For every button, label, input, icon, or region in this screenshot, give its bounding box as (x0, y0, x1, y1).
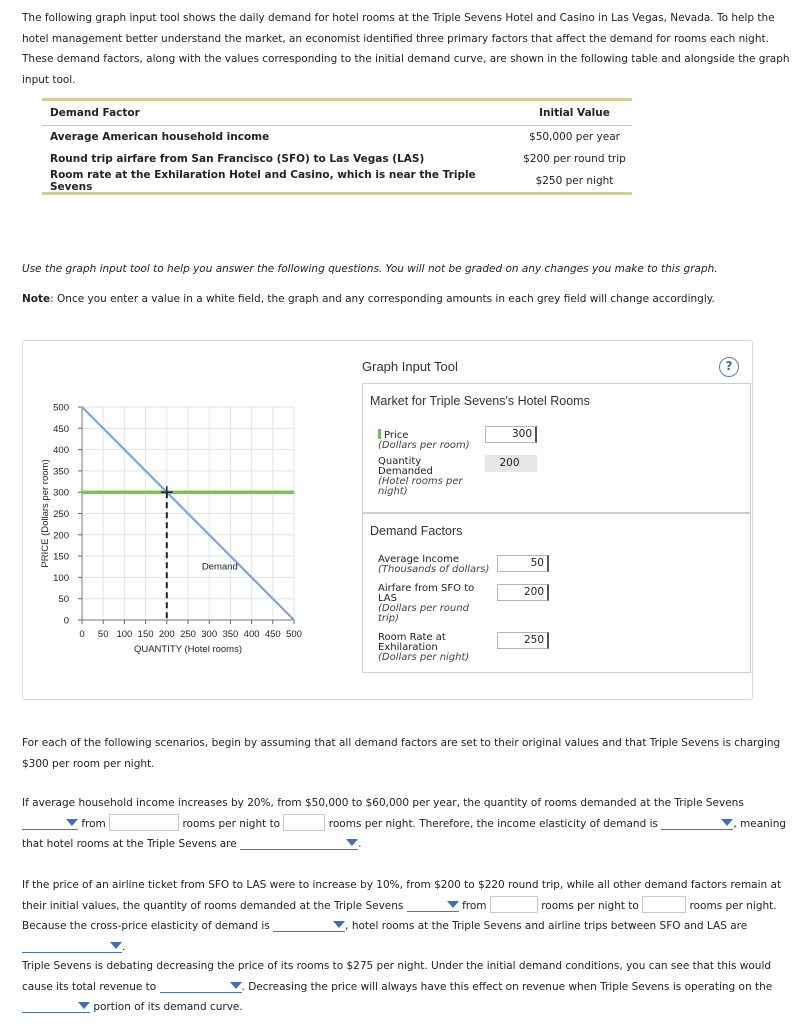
y-tick-labels (53, 403, 69, 627)
x-tick-label: 300 (201, 629, 218, 640)
y-tick-label: 450 (53, 423, 69, 435)
q2-text-4: rooms per night. Because the cross-price elasticity of demand is (22, 899, 777, 932)
income-input[interactable]: 50 (497, 555, 549, 572)
x-tick-label: 250 (180, 629, 196, 640)
y-tick-label: 500 (53, 402, 69, 414)
table-row (42, 126, 632, 148)
chevron-down-icon (346, 839, 358, 846)
question-airfare (22, 875, 798, 957)
q1-to-input[interactable] (283, 814, 325, 831)
price-label: Price (384, 430, 409, 441)
demand-factor-table (42, 98, 632, 195)
y-tick-label: 300 (53, 487, 69, 499)
q2-elasticity-dropdown[interactable] (273, 918, 345, 932)
income-unit: (Thousands of dollars) (378, 564, 490, 575)
demand-curve-label: Demand (201, 561, 238, 573)
factor-value: $50,000 per year (529, 131, 620, 143)
market-panel (362, 383, 751, 513)
q2-text-5: , hotel rooms at the Triple Sevens and airline trips between SFO and LAS are (345, 920, 748, 932)
q1-change-dropdown[interactable] (22, 816, 78, 830)
x-tick-label: 150 (137, 629, 154, 640)
y-axis-label: PRICE (Dollars per room) (40, 459, 51, 568)
x-tick-label: 50 (97, 629, 109, 640)
rate-input[interactable]: 250 (497, 632, 549, 649)
price-label-group (378, 429, 488, 451)
income-label: Average Income (378, 554, 460, 565)
q2-change-dropdown[interactable] (407, 898, 459, 912)
income-label-group (378, 555, 493, 575)
y-tick-label: 50 (58, 594, 69, 606)
chevron-down-icon (110, 942, 122, 949)
question-revenue (22, 956, 792, 1018)
scenario-intro: For each of the following scenarios, begin by assuming that all demand factors are set to their original values and that Triple Sevens is charging $300 per room per night. (22, 737, 781, 770)
instruction-text: Use the graph input tool to help you answer the following questions. You will not be graded on any changes you make to this graph. (22, 263, 718, 275)
chevron-down-icon (447, 901, 459, 908)
table-header (42, 101, 632, 126)
price-input[interactable]: 300 (485, 426, 537, 443)
rate-label: Room Rate at Exhilaration (378, 632, 446, 653)
q1-text-5: , meaning that hotel rooms at the Triple Sevens are (22, 817, 787, 850)
demand-chart (22, 340, 342, 670)
demand-factors-panel (362, 513, 751, 673)
question-income (22, 793, 792, 855)
q3-revenue-dropdown[interactable] (160, 979, 242, 993)
x-tick-label: 100 (116, 629, 133, 640)
y-tick-label: 150 (53, 551, 69, 563)
chevron-down-icon (66, 819, 78, 826)
q3-portion-dropdown[interactable] (22, 999, 90, 1013)
note-body: : Once you enter a value in a white field, the graph and any corresponding amounts in each grey field will change accordingly. (50, 293, 715, 305)
rate-unit: (Dollars per night) (378, 652, 470, 663)
factor-name: Room rate at the Exhilaration Hotel and Casino, which is near the Triple Sevens (50, 169, 476, 193)
price-unit: (Dollars per room) (378, 440, 470, 451)
note-text (22, 293, 715, 305)
intro-text: The following graph input tool shows the daily demand for hotel rooms at the Triple Sevens Hotel and Casino in Las Vegas, Nevada. To help the hotel management better understand the market, an economist identified three primary factors that affect the demand for rooms each night. These demand factors, along with the values corresponding to the initial demand curve, are shown in the following table and alongside the graph input tool. (22, 12, 790, 86)
header-factor: Demand Factor (50, 107, 140, 119)
factor-name: Average American household income (50, 131, 270, 143)
table-row (42, 170, 632, 192)
q3-text-2: . Decreasing the price will always have this effect on revenue when Triple Sevens is operating on the (241, 980, 773, 993)
x-tick-labels (79, 629, 302, 640)
chevron-down-icon (333, 921, 345, 928)
factor-value: $250 per night (535, 175, 614, 187)
q2-relation-dropdown[interactable] (22, 939, 122, 953)
help-icon[interactable]: ? (719, 357, 739, 377)
q3-text-3: portion of its demand curve. (93, 1001, 243, 1013)
y-tick-label: 100 (53, 572, 69, 584)
y-tick-label: 0 (63, 615, 69, 627)
y-tick-label: 400 (53, 445, 69, 457)
y-tick-label: 200 (53, 530, 69, 542)
quantity-unit: (Hotel rooms per night) (378, 476, 463, 497)
header-value: Initial Value (539, 107, 610, 119)
quantity-label: Quantity Demanded (378, 456, 433, 477)
chevron-down-icon (230, 982, 242, 989)
table-row (42, 148, 632, 170)
quantity-output: 200 (485, 455, 537, 472)
q1-elasticity-dropdown[interactable] (661, 816, 733, 830)
q1-text-2: from (81, 817, 106, 830)
airfare-label-group (378, 584, 483, 624)
market-title: Market for Triple Sevens's Hotel Rooms (370, 394, 590, 408)
airfare-label: Airfare from SFO to LAS (378, 583, 475, 604)
price-swatch-icon (378, 429, 381, 439)
q2-text-1: If the price of an airline ticket from SFO to LAS were to increase by 10%, from $200 to $220 round trip, while all other demand factors remain at their initial values, the quantity of rooms demanded at the Triple Sevens (22, 879, 782, 912)
q1-text-3: rooms per night to (182, 817, 281, 830)
q2-to-input[interactable] (642, 896, 686, 913)
note-label: Note (22, 293, 51, 305)
q2-text-2: from (462, 899, 487, 912)
q1-text-1: If average household income increases by 20%, from $50,000 to $60,000 per year, the quantity of rooms demanded at the Triple Sevens (22, 797, 744, 809)
q2-text-3: rooms per night to (541, 899, 639, 912)
x-tick-label: 500 (286, 629, 302, 640)
q1-from-input[interactable] (109, 814, 179, 831)
airfare-input[interactable]: 200 (497, 584, 549, 601)
q1-good-type-dropdown[interactable] (240, 836, 358, 850)
x-tick-label: 200 (158, 629, 175, 640)
x-axis-label: QUANTITY (Hotel rooms) (133, 644, 243, 655)
y-tick-label: 250 (53, 509, 69, 520)
quantity-label-group (378, 457, 473, 497)
q1-text-6: . (358, 838, 362, 850)
factor-name: Round trip airfare from San Francisco (SFO) to Las Vegas (LAS) (50, 153, 425, 165)
airfare-unit: (Dollars per round trip) (378, 603, 469, 624)
y-tick-label: 350 (53, 466, 69, 478)
factor-value: $200 per round trip (523, 153, 626, 165)
x-tick-label: 350 (222, 629, 239, 640)
x-tick-label: 400 (243, 629, 260, 640)
x-tick-label: 0 (79, 629, 85, 640)
chevron-down-icon (78, 1002, 90, 1009)
q3-text-1: Triple Sevens is debating decreasing the price of its rooms to $275 per night. Under the initial demand conditions, you can see that this would cause its total revenue to (22, 960, 772, 993)
chevron-down-icon (721, 819, 733, 826)
tool-title: Graph Input Tool (362, 359, 458, 374)
factors-title: Demand Factors (370, 524, 463, 538)
q2-from-input[interactable] (490, 896, 538, 913)
rate-label-group (378, 633, 473, 663)
q1-text-4: rooms per night. Therefore, the income elasticity of demand is (328, 817, 658, 830)
q2-text-6: . (122, 940, 126, 953)
x-tick-label: 450 (264, 629, 281, 640)
